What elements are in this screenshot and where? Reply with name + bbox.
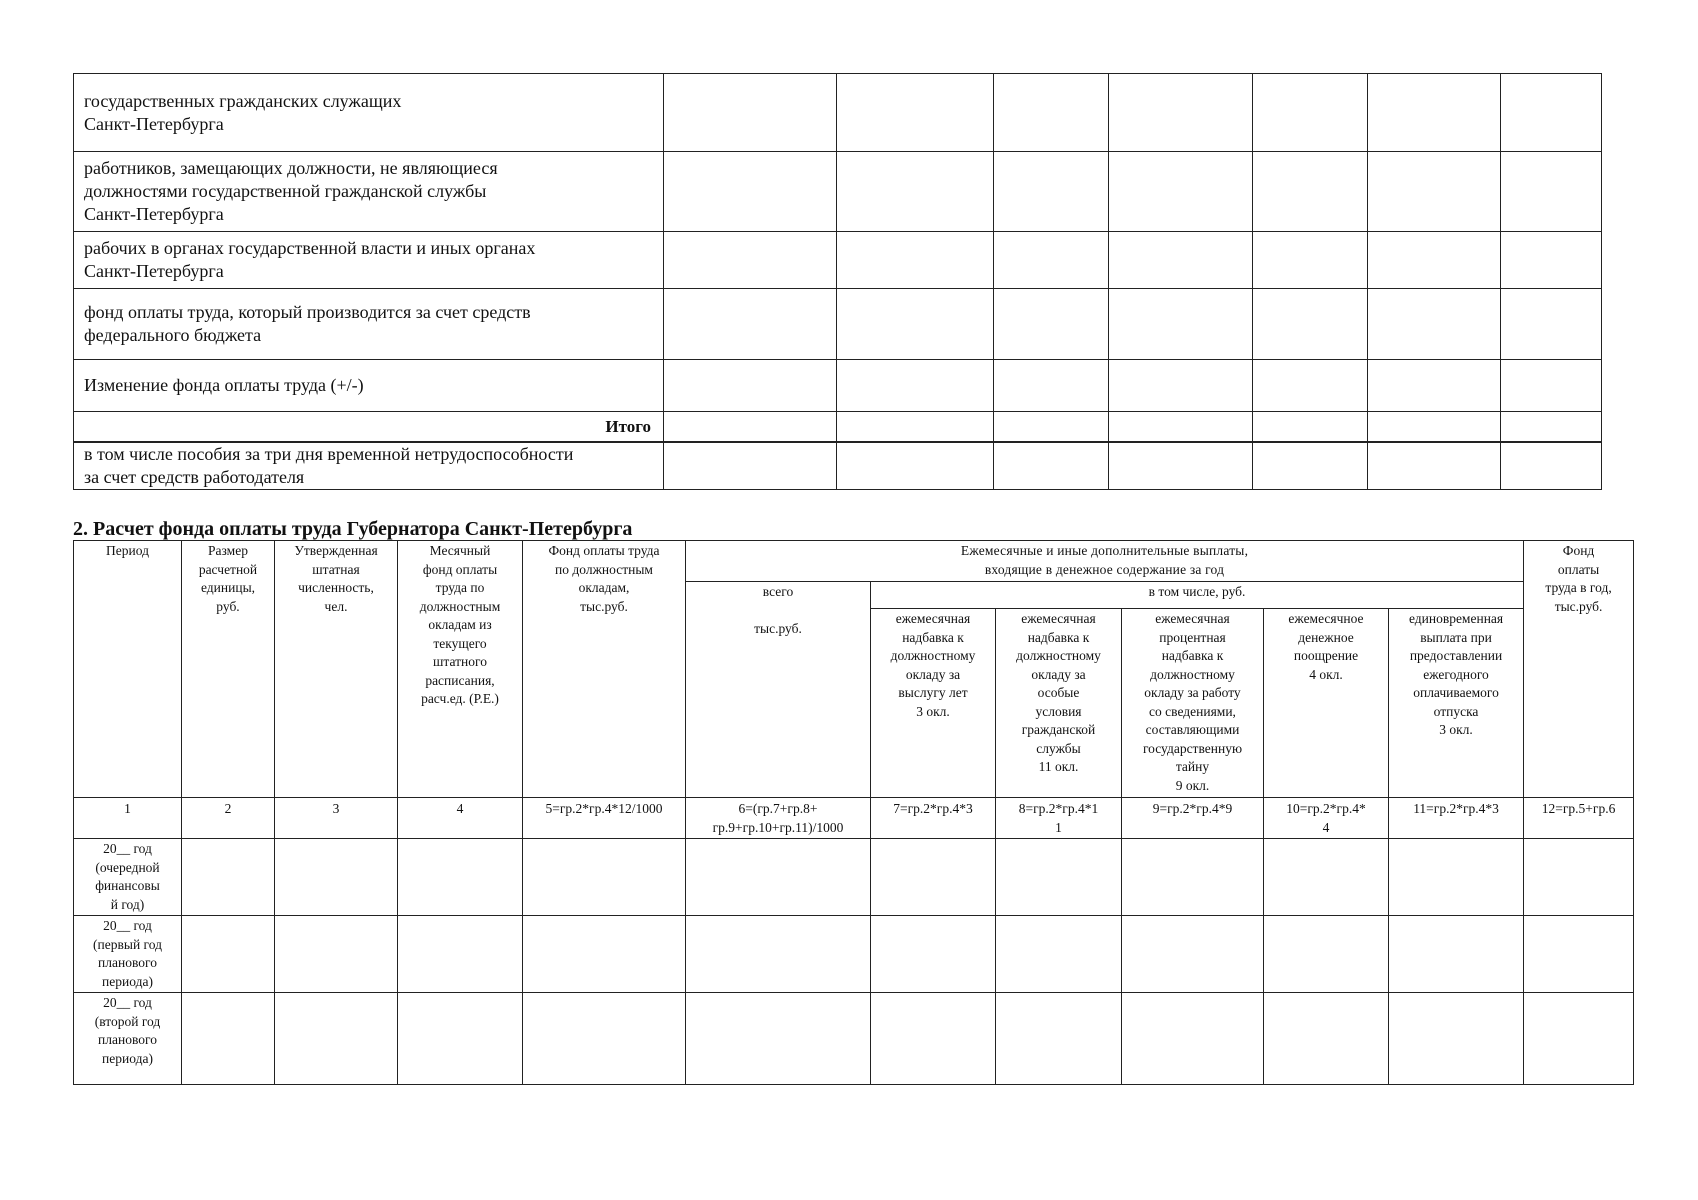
column-number-row xyxy=(74,798,1634,839)
column-number: 3 xyxy=(275,798,398,839)
table-cell xyxy=(1501,74,1602,152)
row-label-non-civil-positions: работников, замещающих должности, не являющиеся должностями государственной гражданской службы Санкт-Петербурга xyxy=(74,152,664,232)
governor-payroll-table xyxy=(73,540,1634,1085)
header-monthly-bonus: ежемесячное денежное поощрение 4 окл. xyxy=(1264,609,1389,798)
table-cell xyxy=(398,993,523,1085)
table-cell xyxy=(837,232,994,289)
table-cell xyxy=(1524,839,1634,916)
table-row-total xyxy=(74,412,1602,442)
table-cell xyxy=(664,74,837,152)
table-cell xyxy=(1109,289,1253,360)
table-row xyxy=(74,152,1602,232)
column-number: 2 xyxy=(182,798,275,839)
table-row xyxy=(74,993,1634,1085)
table-cell xyxy=(994,232,1109,289)
table-cell xyxy=(1253,74,1368,152)
table-cell xyxy=(837,412,994,442)
header-unit-size: Размер расчетной единицы, руб. xyxy=(182,541,275,798)
table-cell xyxy=(1368,442,1501,490)
column-number: 4 xyxy=(398,798,523,839)
table-row xyxy=(74,360,1602,412)
table-cell xyxy=(1253,412,1368,442)
table-cell xyxy=(686,993,871,1085)
table-cell xyxy=(837,442,994,490)
table-cell xyxy=(664,289,837,360)
table-cell xyxy=(1109,360,1253,412)
column-formula: 7=гр.2*гр.4*3 xyxy=(871,798,996,839)
table-cell xyxy=(1253,289,1368,360)
table-cell xyxy=(1109,74,1253,152)
section-title: 2. Расчет фонда оплаты труда Губернатора Санкт-Петербурга xyxy=(73,518,633,540)
column-formula: 11=гр.2*гр.4*3 xyxy=(1389,798,1524,839)
table-cell xyxy=(398,916,523,993)
total-label: Итого xyxy=(74,412,664,442)
column-formula: 8=гр.2*гр.4*1 1 xyxy=(996,798,1122,839)
table-cell xyxy=(1253,360,1368,412)
column-formula: 9=гр.2*гр.4*9 xyxy=(1122,798,1264,839)
table-cell xyxy=(837,360,994,412)
period-cell: 20__ год (очередной финансовы й год) xyxy=(74,839,182,916)
table-cell xyxy=(837,289,994,360)
table-cell xyxy=(1501,289,1602,360)
table-cell xyxy=(837,152,994,232)
header-annual-fund: Фонд оплаты труда в год, тыс.руб. xyxy=(1524,541,1634,798)
table-cell xyxy=(1368,412,1501,442)
header-including: в том числе, руб. xyxy=(871,582,1524,609)
table-row xyxy=(74,839,1634,916)
table-cell xyxy=(1524,916,1634,993)
table-cell xyxy=(1264,916,1389,993)
row-label-workers: рабочих в органах государственной власти и иных органах Санкт-Петербурга xyxy=(74,232,664,289)
table-cell xyxy=(1501,360,1602,412)
row-label-fund-change: Изменение фонда оплаты труда (+/-) xyxy=(74,360,664,412)
header-extra-payments: Ежемесячные и иные дополнительные выплаты, входящие в денежное содержание за год xyxy=(686,541,1524,582)
table-cell xyxy=(1501,412,1602,442)
table-cell xyxy=(523,993,686,1085)
table-row xyxy=(74,74,1602,152)
table-cell xyxy=(1368,152,1501,232)
header-staff-count: Утвержденная штатная численность, чел. xyxy=(275,541,398,798)
table-cell xyxy=(1253,442,1368,490)
table-cell xyxy=(182,916,275,993)
table-cell xyxy=(994,289,1109,360)
header-total: всего тыс.руб. xyxy=(686,582,871,798)
table-cell xyxy=(1501,232,1602,289)
table-cell xyxy=(1501,442,1602,490)
table-cell xyxy=(994,360,1109,412)
row-label-federal-budget: фонд оплаты труда, который производится за счет средств федерального бюджета xyxy=(74,289,664,360)
header-special-conditions: ежемесячная надбавка к должностному окладу за особые условия гражданской службы 11 окл. xyxy=(996,609,1122,798)
table-cell xyxy=(1389,916,1524,993)
table-cell xyxy=(1389,839,1524,916)
header-vacation-payment: единовременная выплата при предоставлении ежегодного оплачиваемого отпуска 3 окл. xyxy=(1389,609,1524,798)
table-cell xyxy=(1122,993,1264,1085)
table-cell xyxy=(994,74,1109,152)
table-cell xyxy=(1264,839,1389,916)
table-cell xyxy=(1368,74,1501,152)
table-cell xyxy=(275,993,398,1085)
table-cell xyxy=(1524,993,1634,1085)
table-cell xyxy=(523,916,686,993)
header-state-secret: ежемесячная процентная надбавка к должностному окладу за работу со сведениями, составляющими государственную тайну 9 окл. xyxy=(1122,609,1264,798)
table-cell xyxy=(871,839,996,916)
table-cell xyxy=(1501,152,1602,232)
table-cell xyxy=(837,74,994,152)
table-cell xyxy=(664,412,837,442)
column-formula: 12=гр.5+гр.6 xyxy=(1524,798,1634,839)
header-row xyxy=(74,541,1634,582)
table-cell xyxy=(1109,232,1253,289)
table-cell xyxy=(664,152,837,232)
table-cell xyxy=(996,916,1122,993)
header-period: Период xyxy=(74,541,182,798)
table-cell xyxy=(182,839,275,916)
table-cell xyxy=(398,839,523,916)
table-cell xyxy=(1253,152,1368,232)
table-cell xyxy=(523,839,686,916)
table-cell xyxy=(1122,839,1264,916)
table-cell xyxy=(275,839,398,916)
table-cell xyxy=(182,993,275,1085)
column-number: 1 xyxy=(74,798,182,839)
table-cell xyxy=(1109,412,1253,442)
row-label-civil-servants: государственных гражданских служащих Санкт-Петербурга xyxy=(74,74,664,152)
table-cell xyxy=(686,916,871,993)
header-long-service: ежемесячная надбавка к должностному окладу за выслугу лет 3 окл. xyxy=(871,609,996,798)
table-row xyxy=(74,289,1602,360)
table-cell xyxy=(1264,993,1389,1085)
row-label-sick-leave: в том числе пособия за три дня временной нетрудоспособности за счет средств работодателя xyxy=(74,442,664,490)
table-row xyxy=(74,442,1602,490)
table-cell xyxy=(664,442,837,490)
table-cell xyxy=(1253,232,1368,289)
fund-summary-table xyxy=(73,73,1602,490)
header-monthly-fund: Месячный фонд оплаты труда по должностным окладам из текущего штатного расписания, расч.ед. (Р.Е.) xyxy=(398,541,523,798)
table-cell xyxy=(1368,232,1501,289)
table-cell xyxy=(1122,916,1264,993)
table-cell xyxy=(994,442,1109,490)
table-cell xyxy=(994,152,1109,232)
table-cell xyxy=(996,839,1122,916)
table-cell xyxy=(664,232,837,289)
table-cell xyxy=(1109,442,1253,490)
column-formula: 10=гр.2*гр.4* 4 xyxy=(1264,798,1389,839)
table-cell xyxy=(996,993,1122,1085)
table-row xyxy=(74,916,1634,993)
table-cell xyxy=(686,839,871,916)
table-cell xyxy=(871,993,996,1085)
table-row xyxy=(74,232,1602,289)
period-cell: 20__ год (второй год планового периода) xyxy=(74,993,182,1085)
table-cell xyxy=(994,412,1109,442)
table-cell xyxy=(1109,152,1253,232)
table-cell xyxy=(1368,289,1501,360)
table-cell xyxy=(1389,993,1524,1085)
header-salary-fund: Фонд оплаты труда по должностным окладам, тыс.руб. xyxy=(523,541,686,798)
table-cell xyxy=(275,916,398,993)
table-cell xyxy=(871,916,996,993)
table-cell xyxy=(664,360,837,412)
column-formula: 6=(гр.7+гр.8+ гр.9+гр.10+гр.11)/1000 xyxy=(686,798,871,839)
table-cell xyxy=(1368,360,1501,412)
period-cell: 20__ год (первый год планового периода) xyxy=(74,916,182,993)
column-formula: 5=гр.2*гр.4*12/1000 xyxy=(523,798,686,839)
